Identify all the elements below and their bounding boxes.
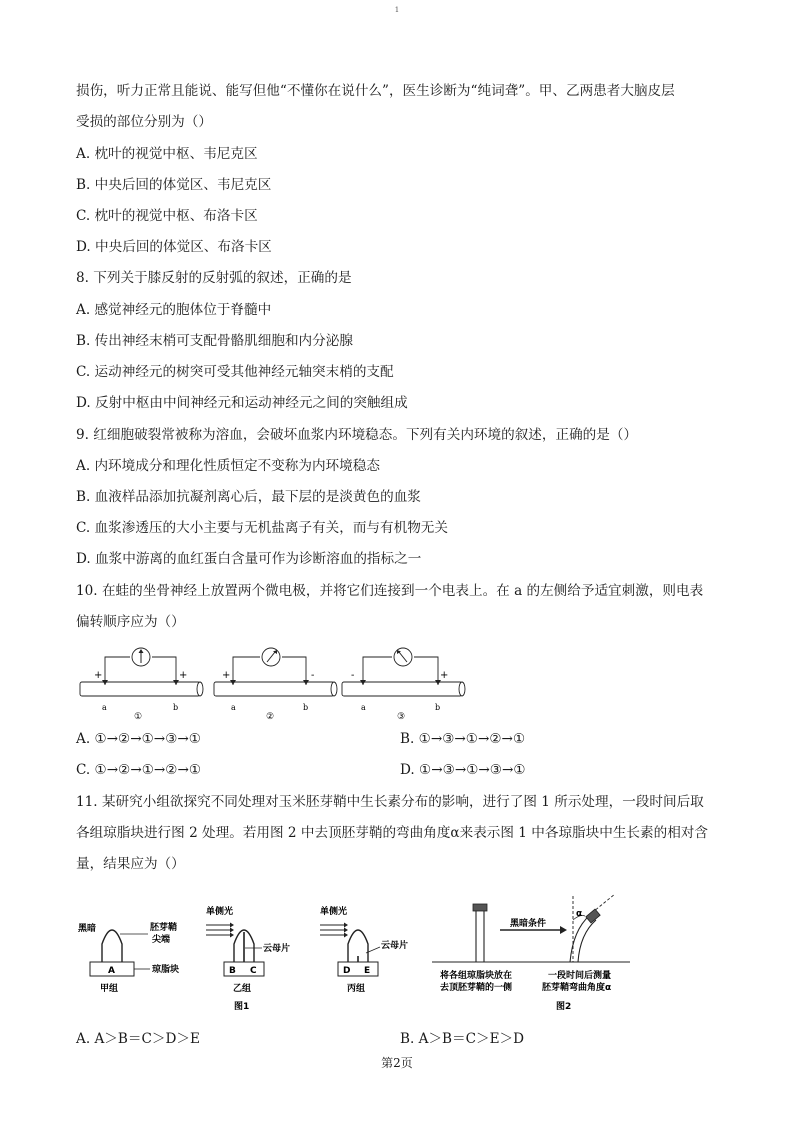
- q10-panel-1: [80, 648, 203, 722]
- q11-step1-line2: 去顶胚芽鞘的一侧: [440, 983, 513, 993]
- q7-option-a: A. 枕叶的视觉中枢、韦尼克区: [76, 146, 258, 162]
- page-footer: 第2页: [381, 1056, 413, 1070]
- q11-tip-label-1: 胚芽鞘: [150, 923, 178, 933]
- q10-p1-right-sign: +: [179, 670, 188, 681]
- page-top-mark: 1: [394, 6, 400, 14]
- q7-option-b: B. 中央后回的体觉区、韦尼克区: [76, 177, 272, 193]
- q11-figure-2: [432, 894, 630, 1012]
- q11-block-e: E: [364, 966, 371, 976]
- q10-stem-line1: 10. 在蛙的坐骨神经上放置两个微电极，并将它们连接到一个电表上。在 a 的左侧给予适宜刺激，则电表: [76, 583, 704, 599]
- q10-option-a: A. ①→②→①→③→①: [76, 731, 201, 747]
- q11-step1-line1: 将各组琼脂块放在: [440, 971, 513, 981]
- q10-p2-label-a: a: [231, 703, 236, 712]
- q9-option-b: B. 血液样品添加抗凝剂离心后，最下层的是淡黄色的血浆: [76, 489, 421, 505]
- q10-p1-number: ①: [134, 712, 143, 722]
- q10-option-c: C. ①→②→①→②→①: [76, 762, 202, 778]
- q11-block-b: B: [229, 966, 236, 976]
- q10-figure: [70, 640, 480, 722]
- q10-p3-number: ③: [397, 712, 406, 722]
- q11-option-a: A. A＞B＝C＞D＞E: [76, 1031, 200, 1047]
- q11-block-a: A: [108, 966, 115, 976]
- q11-option-b: B. A＞B＝C＞E＞D: [400, 1031, 525, 1047]
- q10-p3-label-a: a: [361, 703, 366, 712]
- q11-step2-line2: 胚芽鞘弯曲角度α: [542, 983, 612, 993]
- q10-option-d: D. ①→③→①→③→①: [400, 762, 526, 778]
- q11-block-d: D: [343, 966, 351, 976]
- q7-option-c: C. 枕叶的视觉中枢、布洛卡区: [76, 208, 258, 224]
- q10-option-b: B. ①→③→①→②→①: [400, 731, 526, 747]
- q10-stem-line2: 偏转顺序应为（）: [76, 614, 185, 630]
- q10-panel-2: [214, 648, 337, 722]
- q11-mica-label-2: 云母片: [381, 941, 409, 951]
- q10-p3-label-b: b: [435, 703, 441, 712]
- q11-group-yi-label: 乙组: [233, 984, 252, 994]
- q11-group-bing-label: 丙组: [347, 984, 366, 994]
- q10-p2-number: ②: [266, 712, 275, 722]
- q9-option-c: C. 血浆渗透压的大小主要与无机盐离子有关，而与有机物无关: [76, 520, 448, 536]
- q8-option-b: B. 传出神经末梢可支配骨骼肌细胞和内分泌腺: [76, 333, 353, 349]
- q11-block-c: C: [250, 966, 257, 976]
- q11-light-label-2: 单侧光: [320, 907, 348, 917]
- q11-alpha-label: α: [576, 909, 583, 919]
- q11-group-jia-label: 甲组: [100, 984, 119, 994]
- q11-stem-line3: 量，结果应为（）: [76, 856, 185, 872]
- q10-p2-left-sign: +: [222, 670, 231, 681]
- q8-option-c: C. 运动神经元的树突可受其他神经元轴突末梢的支配: [76, 364, 394, 380]
- q8-option-a: A. 感觉神经元的胞体位于脊髓中: [76, 302, 272, 318]
- q7-stem-line1: 损伤，听力正常且能说、能写但他“不懂你在说什么”，医生诊断为“纯词聋”。甲、乙两患者大脑皮层: [76, 83, 675, 99]
- q11-group-jia: [78, 921, 179, 994]
- q11-fig1-label: 图1: [234, 1002, 250, 1012]
- q10-p1-label-a: a: [102, 703, 107, 712]
- q9-option-a: A. 内环境成分和理化性质恒定不变称为内环境稳态: [76, 458, 380, 474]
- q11-step2-line1: 一段时间后测量: [548, 971, 612, 981]
- q10-p3-left-sign: -: [351, 670, 355, 681]
- q10-p1-left-sign: +: [94, 670, 103, 681]
- q8-option-d: D. 反射中枢由中间神经元和运动神经元之间的突触组成: [76, 395, 408, 411]
- q10-panel-3: [342, 648, 465, 722]
- q11-dark-condition-label: 黑暗条件: [510, 919, 547, 929]
- q7-stem-line2: 受损的部位分别为（）: [76, 114, 212, 130]
- q11-mica-label-1: 云母片: [263, 944, 291, 954]
- q11-tip-label-2: 尖端: [152, 935, 171, 945]
- q10-p2-right-sign: -: [311, 670, 315, 681]
- q11-group-bing: [320, 905, 408, 994]
- q11-fig2-label: 图2: [556, 1002, 572, 1012]
- q11-stem-line2: 各组琼脂块进行图 2 处理。若用图 2 中去顶胚芽鞘的弯曲角度α来表示图 1 中各琼脂块中生长素的相对含: [76, 825, 708, 841]
- q11-figure: [70, 890, 640, 1020]
- q7-option-d: D. 中央后回的体觉区、布洛卡区: [76, 239, 272, 255]
- q9-option-d: D. 血浆中游离的血红蛋白含量可作为诊断溶血的指标之一: [76, 551, 422, 567]
- q10-p3-right-sign: +: [440, 670, 449, 681]
- q11-light-label-1: 单侧光: [206, 907, 234, 917]
- q9-stem: 9. 红细胞破裂常被称为溶血，会破坏血浆内环境稳态。下列有关内环境的叙述，正确的是（）: [76, 427, 638, 443]
- q11-dark-label: 黑暗: [78, 924, 97, 934]
- q10-p2-label-b: b: [303, 703, 309, 712]
- q11-agar-label: 琼脂块: [152, 965, 180, 975]
- q10-p1-label-b: b: [173, 703, 179, 712]
- q11-group-yi: [206, 905, 290, 1012]
- q11-stem-line1: 11. 某研究小组欲探究不同处理对玉米胚芽鞘中生长素分布的影响，进行了图 1 所示处理，一段时间后取: [76, 794, 704, 810]
- q8-stem: 8. 下列关于膝反射的反射弧的叙述，正确的是: [76, 270, 352, 286]
